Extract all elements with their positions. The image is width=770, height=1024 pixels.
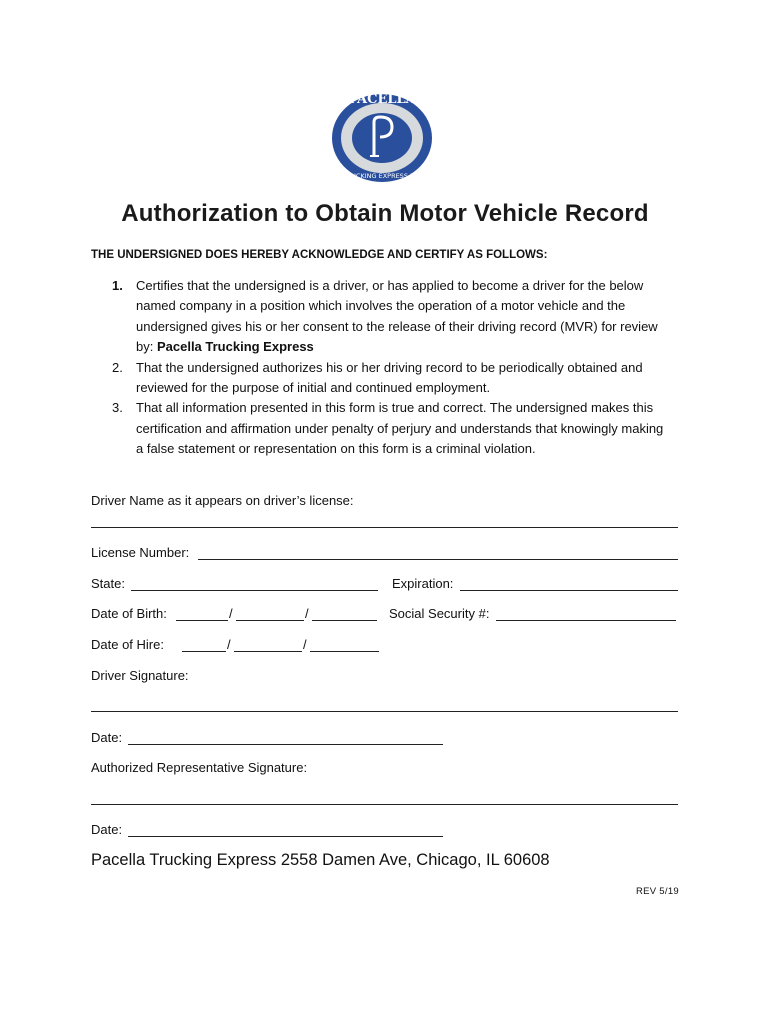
item-text: Certifies that the undersigned is a driver, or has applied to become a driver for the below named company in a position which involves the operation of a motor vehicle and the undersigned gives his or her consent to the release of their driving record (MVR) for review by: bbox=[136, 278, 658, 355]
form-title: Authorization to Obtain Motor Vehicle Record bbox=[121, 200, 649, 227]
expiration-label: Expiration: bbox=[392, 576, 454, 591]
rep-signature-field[interactable] bbox=[91, 804, 678, 805]
pacella-logo bbox=[330, 92, 434, 184]
dob-label: Date of Birth: bbox=[91, 606, 167, 621]
rep-signature-label: Authorized Representative Signature: bbox=[91, 760, 308, 775]
list-item bbox=[91, 398, 671, 459]
ssn-label: Social Security #: bbox=[389, 606, 490, 621]
slash: / bbox=[227, 637, 231, 652]
item-text: That the undersigned authorizes his or her driving record to be periodically obtained and reviewed for the purpose of initial and continued employment. bbox=[136, 359, 643, 396]
driver-name-field[interactable] bbox=[91, 527, 678, 528]
dob-month-field[interactable] bbox=[176, 620, 228, 621]
list-item bbox=[91, 358, 671, 399]
driver-name-label: Driver Name as it appears on driver’s license: bbox=[91, 493, 354, 508]
slash: / bbox=[229, 606, 233, 621]
item-number: 2. bbox=[112, 359, 123, 375]
hire-day-field[interactable] bbox=[234, 651, 302, 652]
dob-year-field[interactable] bbox=[312, 620, 377, 621]
expiration-field[interactable] bbox=[460, 590, 678, 591]
license-number-label: License Number: bbox=[91, 545, 190, 560]
driver-signature-field[interactable] bbox=[91, 711, 678, 712]
svg-text:PACELLA: PACELLA bbox=[348, 92, 416, 107]
item-number: 3. bbox=[112, 400, 123, 416]
date-label: Date: bbox=[91, 822, 123, 837]
certification-list bbox=[91, 276, 671, 460]
svg-text:TRUCKING EXPRESS INC: TRUCKING EXPRESS INC bbox=[342, 172, 422, 180]
item-text: That all information presented in this form is true and correct. The undersigned makes this certification and affirmation under penalty of perjury and understands that knowingly making a false statement or representation on this form is a criminal violation. bbox=[136, 400, 664, 457]
dob-day-field[interactable] bbox=[236, 620, 304, 621]
slash: / bbox=[303, 637, 307, 652]
state-label: State: bbox=[91, 576, 125, 591]
slash: / bbox=[305, 606, 309, 621]
hire-date-label: Date of Hire: bbox=[91, 637, 164, 652]
license-number-field[interactable] bbox=[198, 559, 678, 560]
company-name: Pacella Trucking Express bbox=[156, 339, 314, 355]
list-item bbox=[91, 276, 671, 358]
state-field[interactable] bbox=[131, 590, 378, 591]
hire-year-field[interactable] bbox=[310, 651, 379, 652]
date-label: Date: bbox=[91, 730, 123, 745]
date-field[interactable] bbox=[128, 744, 443, 745]
driver-signature-label: Driver Signature: bbox=[91, 668, 189, 683]
revision-label: REV 5/19 bbox=[635, 886, 679, 897]
company-address: Pacella Trucking Express 2558 Damen Ave, Chicago, IL 60608 bbox=[91, 851, 550, 869]
date-field[interactable] bbox=[128, 836, 443, 837]
ssn-field[interactable] bbox=[496, 620, 676, 621]
intro-heading: THE UNDERSIGNED DOES HEREBY ACKNOWLEDGE AND CERTIFY AS FOLLOWS: bbox=[91, 249, 548, 261]
hire-month-field[interactable] bbox=[182, 651, 226, 652]
item-number: 1. bbox=[112, 278, 123, 293]
